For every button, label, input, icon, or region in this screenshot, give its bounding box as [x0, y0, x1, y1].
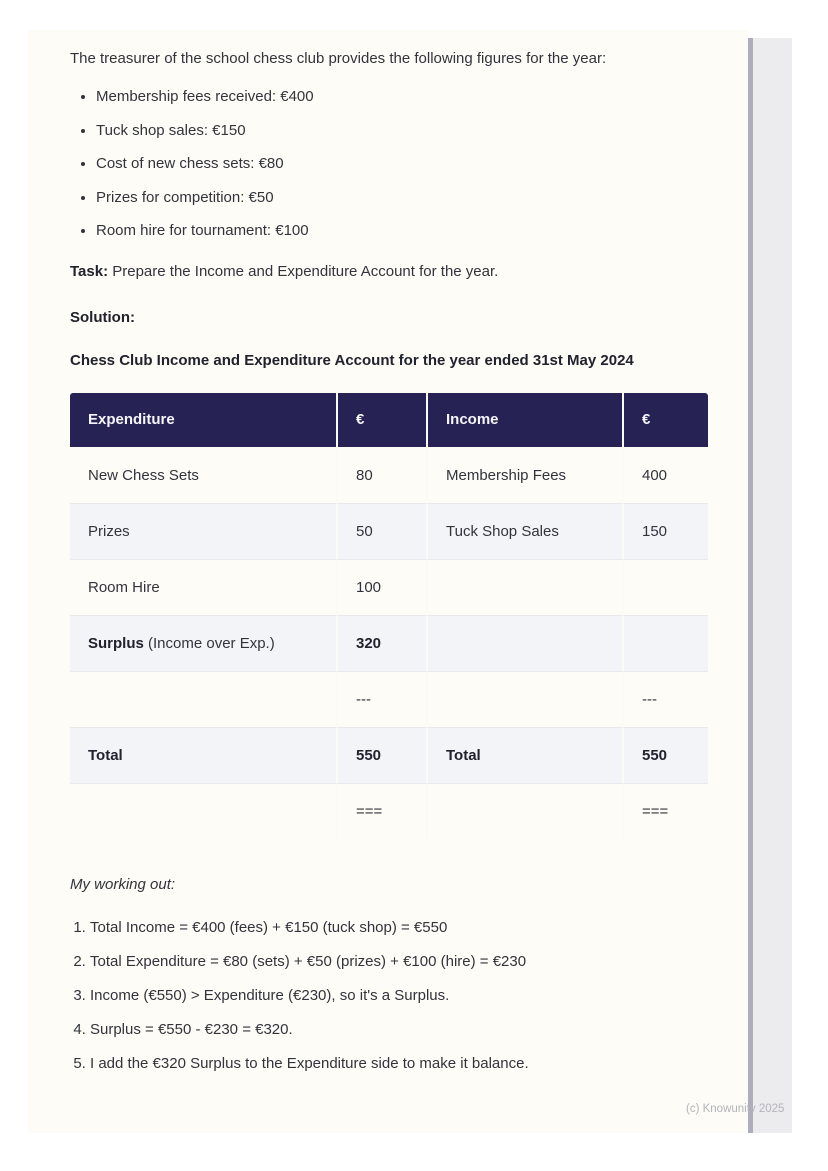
task-line: [70, 255, 634, 288]
list-item: 2. Total Expenditure = €80 (sets) + €50 (prizes) + €100 (hire) = €230: [90, 945, 634, 979]
table-cell: [622, 559, 708, 615]
solution-label: Solution:: [70, 308, 135, 326]
list-item: • Membership fees received: €400: [96, 80, 634, 114]
table-cell: 550: [622, 727, 708, 783]
table-cell: 400: [622, 447, 708, 503]
working-out-steps: [70, 911, 634, 1081]
intro-paragraph: The treasurer of the school chess club provides the following figures for the year:: [70, 50, 607, 67]
table-cell: 80: [336, 447, 426, 503]
watermark: (c) Knowunity 2025: [686, 1103, 785, 1115]
account-title: Chess Club Income and Expenditure Account for the year ended 31st May 2024: [70, 351, 634, 369]
table-cell: ===: [622, 783, 708, 839]
next-page-sliver[interactable]: [753, 38, 792, 1133]
list-item: • Cost of new chess sets: €80: [96, 147, 634, 181]
table-row: [70, 671, 708, 727]
list-item: 1. Total Income = €400 (fees) + €150 (tuck shop) = €550: [90, 911, 634, 945]
table-cell: Total: [426, 727, 622, 783]
table-row: [70, 615, 708, 671]
table-cell: Prizes: [70, 503, 336, 559]
solution-line: [70, 301, 634, 334]
account-table-body: [70, 447, 708, 839]
table-cell: [70, 671, 336, 727]
account-table-head: [70, 393, 708, 447]
account-table: [70, 393, 708, 839]
header-income: Income: [426, 393, 622, 447]
list-item: 4. Surplus = €550 - €230 = €320.: [90, 1013, 634, 1047]
table-row: [70, 447, 708, 503]
table-cell: Total: [70, 727, 336, 783]
document-content: [70, 30, 669, 1081]
list-item: • Room hire for tournament: €100: [96, 214, 634, 248]
table-row: [70, 503, 708, 559]
document-page: [28, 30, 748, 1133]
table-row: [70, 559, 708, 615]
table-cell: [426, 783, 622, 839]
table-row: [70, 727, 708, 783]
table-cell: ---: [622, 671, 708, 727]
list-item: • Prizes for competition: €50: [96, 181, 634, 215]
table-cell: [426, 671, 622, 727]
table-cell: [426, 559, 622, 615]
table-cell: Membership Fees: [426, 447, 622, 503]
header-income-euro: €: [622, 393, 708, 447]
table-cell: 100: [336, 559, 426, 615]
task-text: Prepare the Income and Expenditure Account for the year.: [108, 262, 499, 280]
header-expenditure-euro: €: [336, 393, 426, 447]
table-cell: Room Hire: [70, 559, 336, 615]
header-expenditure: Expenditure: [70, 393, 336, 447]
table-cell: 150: [622, 503, 708, 559]
task-label: Task:: [70, 262, 109, 280]
list-item: 5. I add the €320 Surplus to the Expenditure side to make it balance.: [90, 1047, 634, 1081]
table-cell: [70, 783, 336, 839]
table-cell: 320: [336, 615, 426, 671]
table-cell: 50: [336, 503, 426, 559]
figures-list: [70, 80, 634, 248]
table-header-row: [70, 393, 708, 447]
table-cell: Tuck Shop Sales: [426, 503, 622, 559]
table-cell: ===: [336, 783, 426, 839]
table-cell: 550: [336, 727, 426, 783]
working-out-title: My working out:: [70, 875, 176, 893]
table-cell: Surplus (Income over Exp.): [70, 615, 336, 671]
table-cell: New Chess Sets: [70, 447, 336, 503]
table-cell: ---: [336, 671, 426, 727]
table-cell: [426, 615, 622, 671]
table-cell: [622, 615, 708, 671]
table-row: [70, 783, 708, 839]
list-item: • Tuck shop sales: €150: [96, 114, 634, 148]
list-item: 3. Income (€550) > Expenditure (€230), so it's a Surplus.: [90, 979, 634, 1013]
